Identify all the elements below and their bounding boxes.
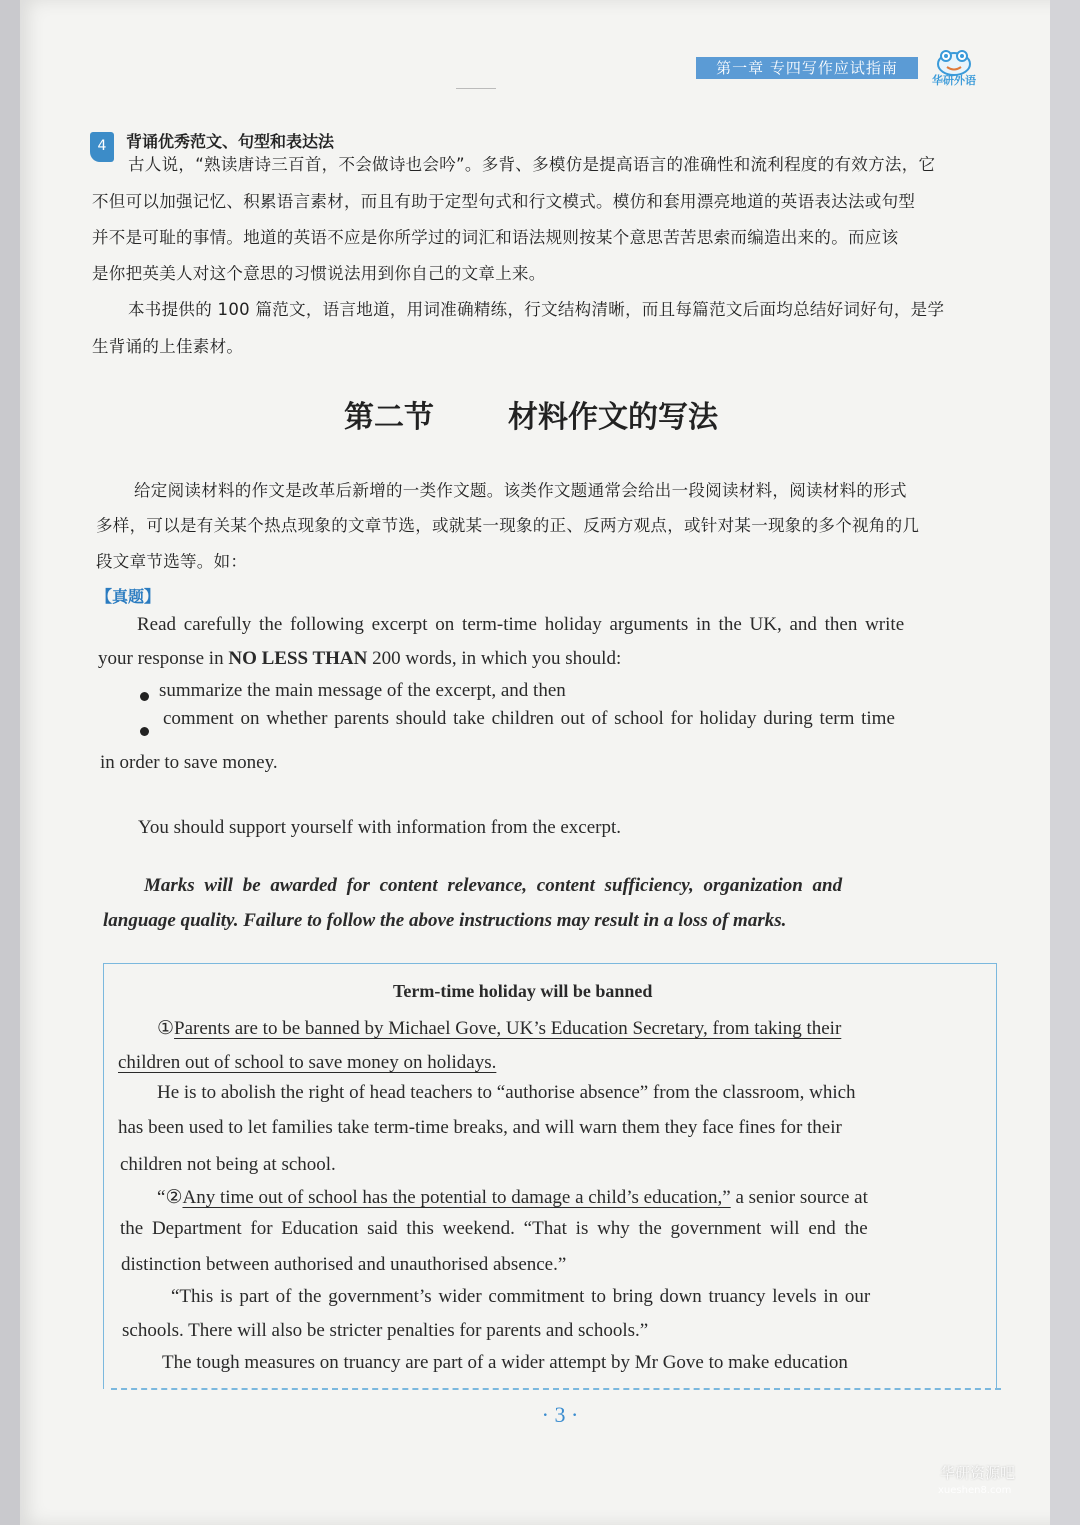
paragraph-line: 古人说，“熟读唐诗三百首，不会做诗也会吟”。多背、多模仿是提高语言的准确性和流利程度的有效方法，它 (128, 155, 936, 174)
bullet-dot-icon (140, 727, 149, 736)
paragraph-line: 生背诵的上佳素材。 (92, 337, 244, 356)
exam-question-tag: 【真题】 (96, 587, 161, 606)
watermark-url: xueshen8.com (938, 1485, 1012, 1496)
excerpt-line: schools. There will also be stricter penalties for parents and schools.” (122, 1320, 649, 1341)
intro-line: 给定阅读材料的作文是改革后新增的一类作文题。该类作文题通常会给出一段阅读材料，阅读材料的形式 (134, 481, 907, 500)
excerpt-line: ①Parents are to be banned by Michael Gove, UK’s Education Secretary, from taking their (157, 1018, 842, 1039)
paragraph-line: 是你把英美人对这个意思的习惯说法用到你自己的文章上来。 (92, 264, 546, 283)
page-number: · 3 · (541, 1402, 579, 1427)
question-line: your response in NO LESS THAN 200 words, in which you should: (98, 648, 622, 669)
excerpt-line: has been used to let families take term-time breaks, and will warn them they face fines for their (118, 1117, 842, 1138)
subsection-heading: 背诵优秀范文、句型和表达法 (126, 132, 335, 151)
marks-instruction: Marks will be awarded for content relevance, content sufficiency, organization and (144, 875, 843, 896)
excerpt-box-dashed-edge (111, 1388, 1001, 1390)
intro-line: 段文章节选等。如： (96, 552, 248, 571)
paragraph-line: 本书提供的 100 篇范文，语言地道，用词准确精练，行文结构清晰，而且每篇范文后面均总结好词好句，是学 (128, 300, 945, 319)
excerpt-line: distinction between authorised and unauthorised absence.” (121, 1254, 567, 1275)
question-line: Read carefully the following excerpt on term-time holiday arguments in the UK, and then write (137, 614, 905, 635)
excerpt-title: Term-time holiday will be banned (393, 981, 653, 1001)
excerpt-line: children not being at school. (120, 1154, 336, 1175)
chapter-header-label: 第一章 专四写作应试指南 (696, 57, 918, 79)
support-instruction: You should support yourself with information from the excerpt. (138, 817, 622, 838)
excerpt-line: the Department for Education said this weekend. “That is why the government will end the (120, 1218, 868, 1239)
paragraph-line: 不但可以加强记忆、积累语言素材，而且有助于定型句式和行文模式。模仿和套用漂亮地道的英语表达法或句型 (92, 192, 916, 211)
adjacent-page-edge (1050, 0, 1080, 1525)
excerpt-line: children out of school to save money on holidays. (118, 1052, 497, 1073)
paragraph-line: 并不是可耻的事情。地道的英语不应是你所学过的词汇和语法规则按某个意思苦苦思索而编造出来的。而应该 (92, 228, 899, 247)
watermark: 华研资源吧 (940, 1464, 1016, 1482)
section-number-title: 第二节 (344, 400, 434, 435)
section-title: 材料作文的写法 (508, 400, 718, 435)
intro-line: 多样，可以是有关某个热点现象的文章节选，或就某一现象的正、反两方观点，或针对某一现象的多个视角的几 (96, 516, 920, 535)
excerpt-line: “This is part of the government’s wider commitment to bring down truancy levels in our (171, 1286, 871, 1307)
section-number-badge: 4 (90, 132, 114, 162)
excerpt-line: He is to abolish the right of head teachers to “authorise absence” from the classroom, which (157, 1082, 856, 1103)
bullet-item: comment on whether parents should take children out of school for holiday during term time (163, 708, 895, 729)
excerpt-line: “②Any time out of school has the potential to damage a child’s education,” a senior source at (157, 1187, 868, 1208)
bullet-item: summarize the main message of the excerpt, and then (159, 680, 566, 701)
marks-instruction: language quality. Failure to follow the above instructions may result in a loss of marks. (103, 910, 787, 931)
bullet-dot-icon (140, 692, 149, 701)
bullet-item-continuation: in order to save money. (100, 752, 278, 773)
header-divider (456, 88, 496, 89)
excerpt-line: The tough measures on truancy are part of a wider attempt by Mr Gove to make education (162, 1352, 848, 1373)
brand-logo-text: 华研外语 (932, 74, 976, 87)
